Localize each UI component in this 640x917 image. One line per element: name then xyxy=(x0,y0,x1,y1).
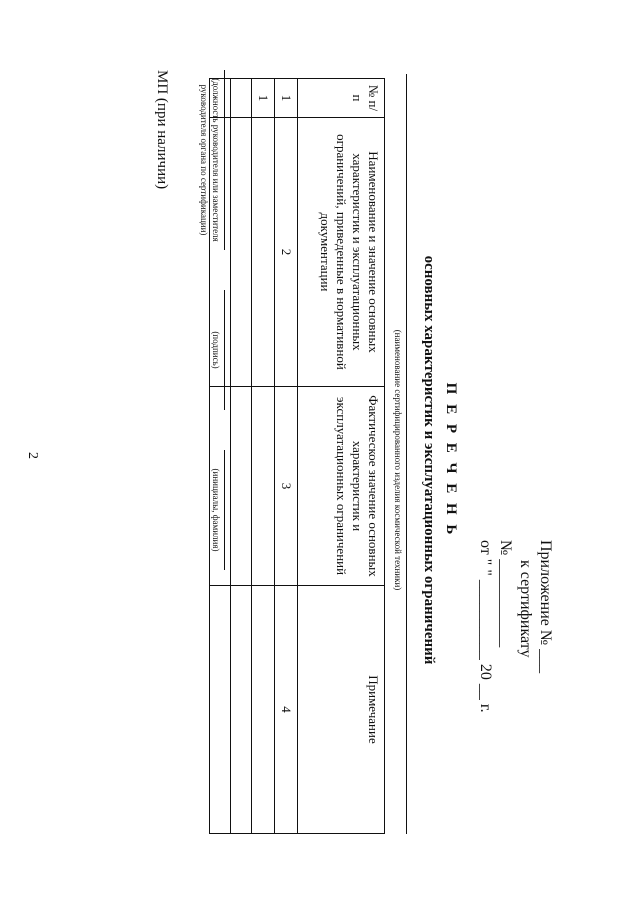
header-number: № п/п xyxy=(298,79,385,118)
document-subtitle: основных характеристик и эксплуатационных ограничений xyxy=(421,255,437,665)
header-actual-value: Фактическое значение основных характеристик и эксплуатационных ограничений xyxy=(298,387,385,586)
characteristics-table xyxy=(209,78,385,834)
table-row xyxy=(231,79,252,834)
numbering-cell: 2 xyxy=(275,118,298,387)
table-cell xyxy=(231,586,252,834)
appendix-line-1: Приложение № ___ xyxy=(537,540,554,674)
stamp-placeholder: МП (при наличии) xyxy=(154,70,170,190)
page-number: 2 xyxy=(25,452,40,459)
table-cell xyxy=(210,586,231,834)
appendix-line-3: № ___________ xyxy=(497,540,514,648)
appendix-block xyxy=(475,540,555,840)
table-cell xyxy=(231,79,252,118)
signature-caption: (подпись) xyxy=(210,290,225,410)
signature-position-block xyxy=(198,70,225,250)
position-caption: (должность руководителя или заместителя руководителя органа по сертификации) xyxy=(198,70,225,250)
header-note: Примечание xyxy=(298,586,385,834)
table-cell xyxy=(252,387,275,586)
table-numbering-row xyxy=(275,79,298,834)
numbering-cell: 3 xyxy=(275,387,298,586)
document-title: П Е Р Е Ч Е Н Ь xyxy=(443,382,459,538)
document-page xyxy=(55,60,555,860)
table-header-row xyxy=(298,79,385,834)
product-name-line xyxy=(406,74,415,834)
table-cell xyxy=(252,586,275,834)
header-name-value: Наименование и значение основных характеристик и эксплуатационных ограничений, приведенные в нормативной документации xyxy=(298,118,385,387)
signature-name-block xyxy=(210,450,225,570)
appendix-line-2: к сертификату xyxy=(517,560,534,658)
table-cell xyxy=(231,387,252,586)
name-caption: (инициалы, фамилия) xyxy=(210,450,225,570)
product-caption: (наименование сертифицированного изделия космической техники) xyxy=(393,329,403,591)
table-cell xyxy=(252,118,275,387)
table-row xyxy=(252,79,275,834)
table-cell xyxy=(231,118,252,387)
appendix-line-4: от " " __________ 20 __ г. xyxy=(477,540,494,713)
numbering-cell: 4 xyxy=(275,586,298,834)
signature-sign-block xyxy=(210,290,225,410)
numbering-cell: 1 xyxy=(275,79,298,118)
table-cell: 1 xyxy=(252,79,275,118)
